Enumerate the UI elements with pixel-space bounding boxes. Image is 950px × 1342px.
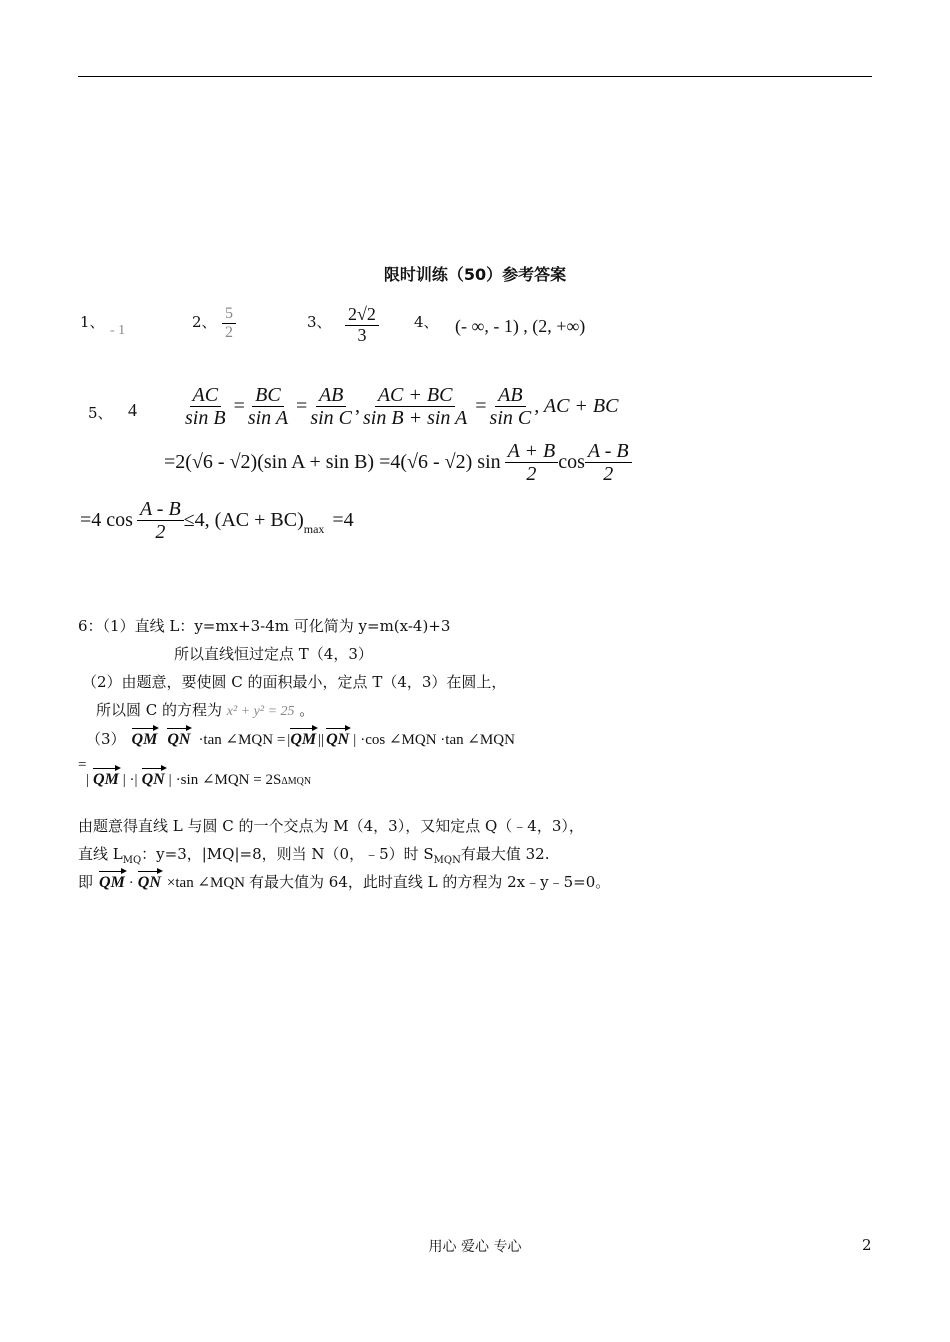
q1-label: 1、 xyxy=(80,313,105,331)
vector-qn: QN xyxy=(167,731,191,748)
q6-p8: 直线 $L_{MQ}$：y=3，|MQ|=8，则当 N（0，﹣5）时 $S_{MQN}$有最大值 32. xyxy=(78,845,550,866)
q4-label: 4、 xyxy=(414,313,439,331)
q6-p6-eq: = xyxy=(78,757,87,773)
footer-text: 用心 爱心 专心 xyxy=(428,1239,522,1255)
q3-answer: $\frac{2√2}{3}$ xyxy=(345,305,379,346)
q5-line3: =4 cos $\frac{A - B}{2}$ ≤4, (AC + BC) $_{max}$ =4 xyxy=(80,498,354,543)
q3-label: 3、 xyxy=(307,313,332,331)
vector-qm-2: QM xyxy=(290,731,317,748)
q6-p6: | QM | ·| QN | ·sin ∠MQN = 2S ΔMQN xyxy=(86,771,312,788)
q2-label: 2、 xyxy=(192,313,217,331)
q5-label: 5、 xyxy=(88,404,113,422)
q5-answer: 4 xyxy=(128,400,137,420)
vector-qm-4: QM xyxy=(99,874,125,891)
page-number: 2 xyxy=(862,1236,872,1254)
vector-qn-4: QN xyxy=(137,874,161,891)
q2-answer: $\frac{5}{2}$ xyxy=(222,305,236,341)
q5-line1: $\frac{AC}{\text{sin B}}$ = $\frac{BC}{\text{sin A}}$ = $\frac{AB}{\text{sin C}}$ , $\frac{AC + BC}{\text{sin B + sin A}}$ = $\frac{AB}{\text{sin C}}$ , AC + BC xyxy=(185,384,619,429)
page-title: 限时训练（50）参考答案 xyxy=(383,265,567,284)
q1-answer: - 1 xyxy=(110,323,126,338)
header-rule xyxy=(78,76,872,77)
q5-line2: =2(√6 - √2)(sin A + sin B) =4(√6 - √2) sin $\frac{A + B}{2}$ cos $\frac{A - B}{2}$ xyxy=(164,440,632,485)
vector-qm-3: QM xyxy=(93,771,119,788)
q6-p4: 所以圆 C 的方程为 x² + y² = 25 。 xyxy=(96,701,315,719)
q6-p7: 由题意得直线 L 与圆 C 的一个交点为 M（4，3），又知定点 Q（﹣4，3）， xyxy=(78,817,584,835)
vector-qn-2: QN xyxy=(326,731,350,748)
q6-p2: 所以直线恒过定点 T（4，3） xyxy=(174,645,373,663)
q6-p3: （2）由题意，要使圆 C 的面积最小，定点 T（4，3）在圆上， xyxy=(82,673,507,691)
q6-p9: 即 QM · QN ×tan ∠MQN 有最大值为 64，此时直线 L 的方程为 2x﹣y﹣5=0。 xyxy=(78,873,611,891)
q6-p1: 6：（1）直线 L：y=mx+3-4m 可化简为 y=m(x-4)+3 xyxy=(78,617,451,635)
vector-qm: QM xyxy=(131,731,158,748)
vector-qn-3: QN xyxy=(141,771,165,788)
q6-p5: （3） QM QN ·tan ∠MQN = | QM || QN | ·cos ∠MQN ·tan ∠MQN xyxy=(86,730,515,748)
q4-answer: (- ∞, - 1) , (2, +∞) xyxy=(455,316,586,336)
